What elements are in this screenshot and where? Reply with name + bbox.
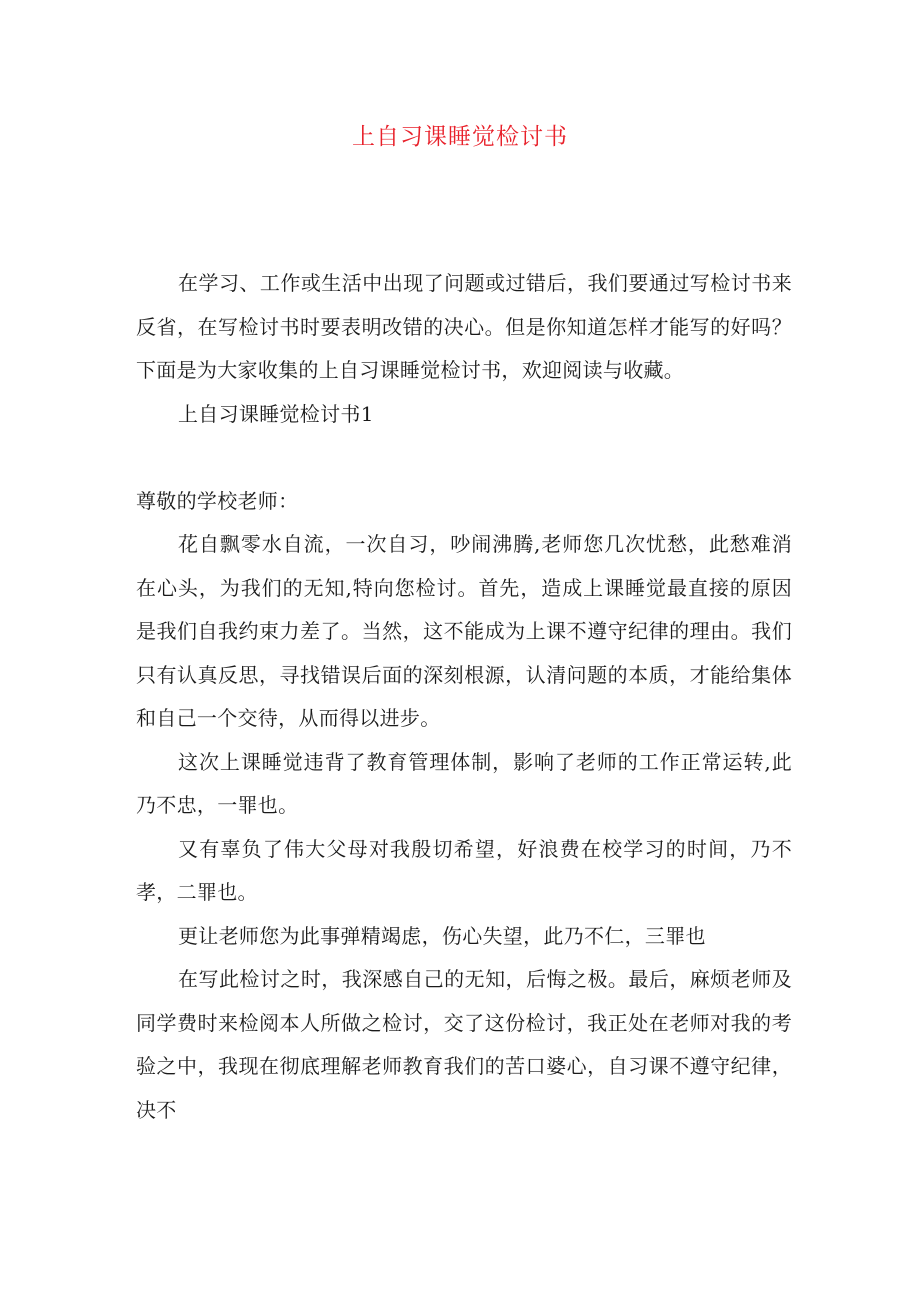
body-paragraph-5: 在写此检讨之时，我深感自己的无知，后悔之极。最后，麻烦老师及同学费时来检阅本人所做之检讨，交了这份检讨，我正处在老师对我的考验之中，我现在彻底理解老师教育我们的苦口婆心，自习课不遵守纪律，决不 [136, 967, 792, 1122]
salutation: 尊敬的学校老师： [136, 488, 299, 513]
section-subtitle: 上自习课睡觉检讨书1 [178, 401, 374, 426]
body-paragraph-2: 这次上课睡觉违背了教育管理体制，影响了老师的工作正常运转,此乃不忠，一罪也。 [136, 749, 792, 817]
document-body [136, 262, 792, 1132]
body-paragraph-1: 花自飘零水自流，一次自习，吵闹沸腾,老师您几次忧愁，此愁难消在心头，为我们的无知,特向您检讨。首先，造成上课睡觉最直接的原因是我们自我约束力差了。当然，这不能成为上课不遵守纪律的理由。我们只有认真反思，寻找错误后面的深刻根源，认清问题的本质，才能给集体和自己一个交待，从而得以进步。 [136, 532, 792, 730]
document-title: 上自习课睡觉检讨书 [352, 124, 568, 150]
body-paragraph-3: 又有辜负了伟大父母对我殷切希望，好浪费在校学习的时间，乃不孝，二罪也。 [136, 836, 792, 904]
intro-paragraph: 在学习、工作或生活中出现了问题或过错后，我们要通过写检讨书来反省，在写检讨书时要表明改错的决心。但是你知道怎样才能写的好吗？下面是为大家收集的上自习课睡觉检讨书，欢迎阅读与收藏。 [136, 271, 792, 382]
blank-line [136, 436, 792, 480]
body-paragraph-4: 更让老师您为此事弹精竭虑，伤心失望，此乃不仁，三罪也 [178, 923, 706, 948]
